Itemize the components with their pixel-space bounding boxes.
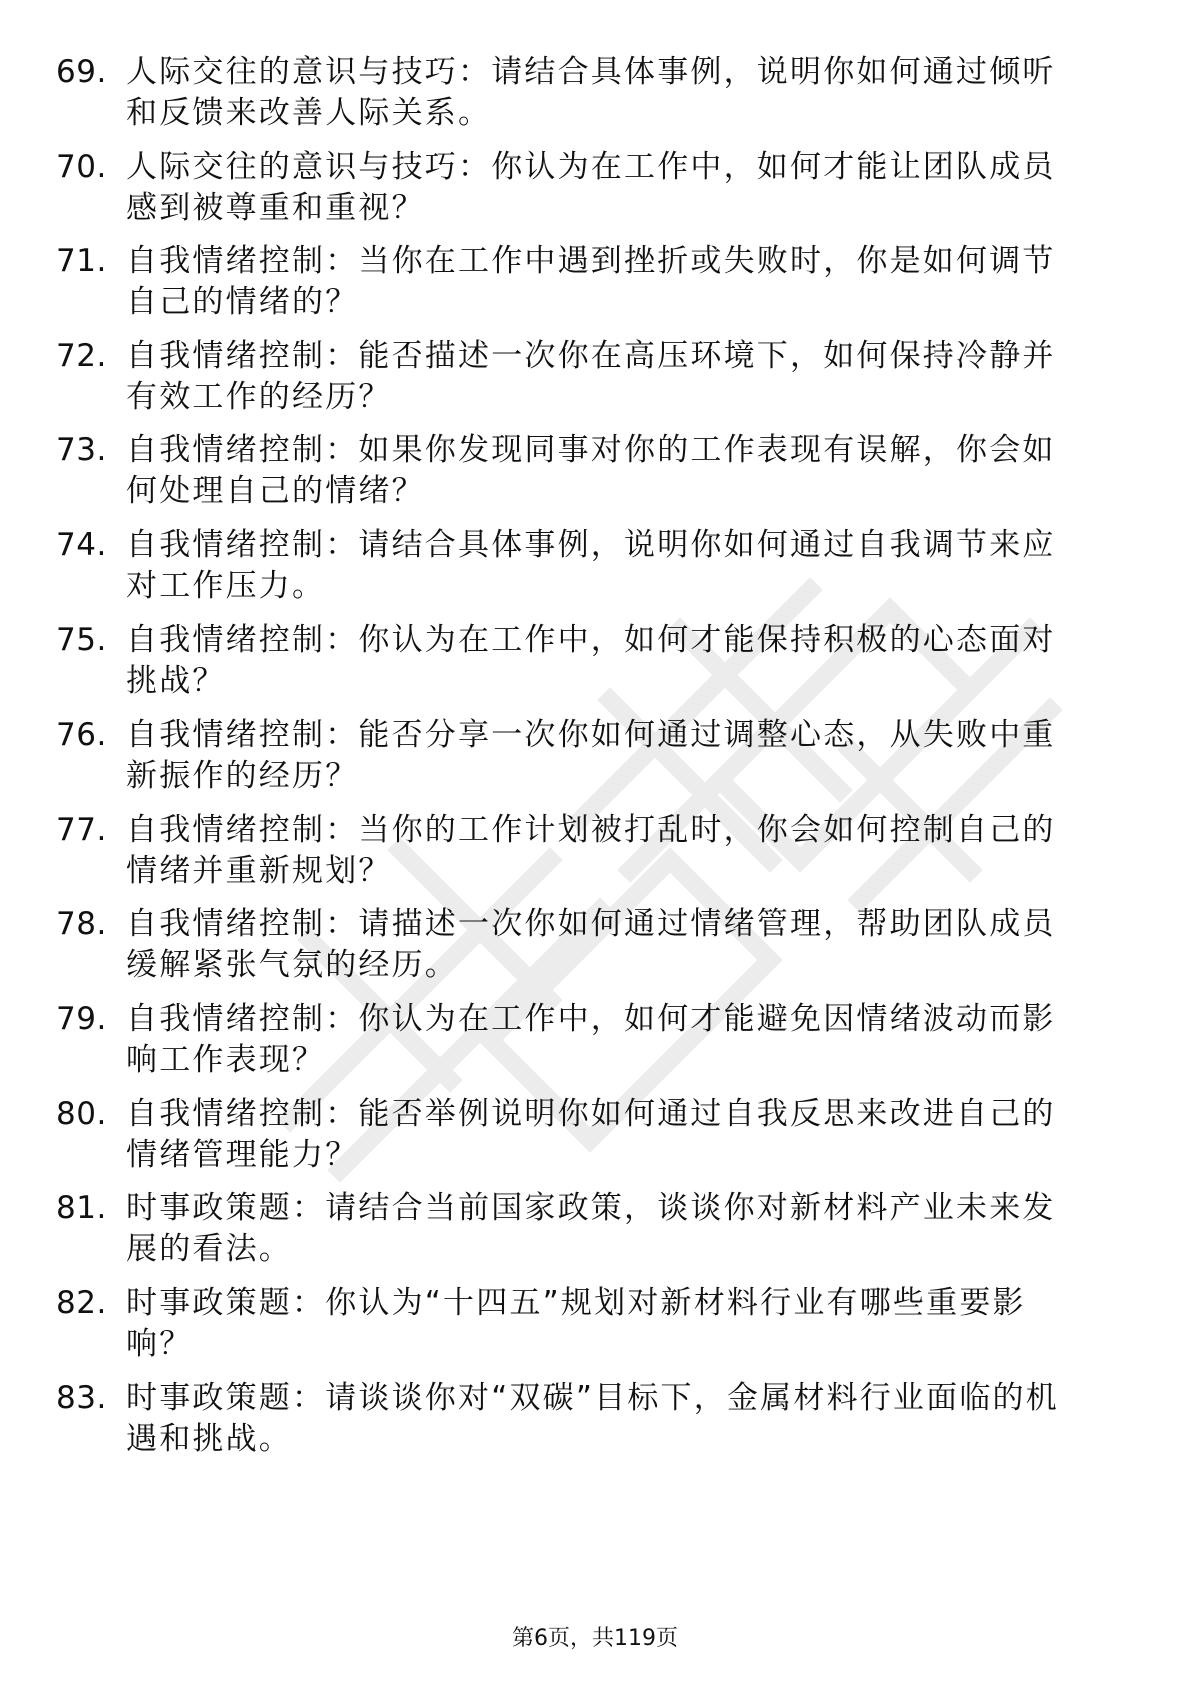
question-line: 新振作的经历？ [126,758,359,794]
question-line: 自我情绪控制：能否举例说明你如何通过自我反思来改进自己的 [126,1096,1056,1132]
question-text [126,1378,1112,1460]
question-text [126,715,1112,797]
question-line: 时事政策题：请谈谈你对“双碳”目标下，金属材料行业面临的机 [126,1380,1059,1416]
question-text [126,620,1112,702]
question-number: 71. [56,243,107,279]
question-line: 挑战？ [126,663,226,699]
question-text [126,1094,1112,1176]
question-text [126,525,1112,607]
question-number: 77. [56,812,107,848]
question-number: 70. [56,149,107,185]
question-number: 75. [56,622,107,658]
question-line: 感到被尊重和重视？ [126,190,425,226]
question-item [56,715,1116,805]
question-item [56,620,1116,710]
question-line: 响工作表现？ [126,1042,326,1078]
question-line: 自我情绪控制：你认为在工作中，如何才能避免因情绪波动而影 [126,1001,1056,1037]
question-line: 对工作压力。 [126,568,326,604]
question-number: 73. [56,432,107,468]
question-line: 遇和挑战。 [126,1421,292,1457]
question-item [56,525,1116,615]
question-line: 自我情绪控制：请结合具体事例，说明你如何通过自我调节来应 [126,527,1056,563]
question-number: 80. [56,1096,107,1132]
question-number: 82. [56,1285,107,1321]
question-text [126,52,1112,134]
question-line: 情绪管理能力？ [126,1137,359,1173]
question-item [56,1283,1116,1373]
question-item [56,904,1116,994]
question-item [56,52,1116,142]
question-text [126,147,1112,229]
question-text [126,904,1112,986]
question-item [56,241,1116,331]
question-line: 人际交往的意识与技巧：请结合具体事例，说明你如何通过倾听 [126,54,1056,90]
question-line: 展的看法。 [126,1231,292,1267]
question-line: 有效工作的经历？ [126,379,392,415]
question-text [126,336,1112,418]
question-number: 72. [56,338,107,374]
question-text [126,241,1112,323]
question-number: 81. [56,1190,107,1226]
question-number: 69. [56,54,107,90]
question-number: 79. [56,1001,107,1037]
question-line: 自我情绪控制：能否描述一次你在高压环境下，如何保持冷静并 [126,338,1056,374]
question-number: 76. [56,717,107,753]
question-line: 自我情绪控制：当你的工作计划被打乱时，你会如何控制自己的 [126,812,1056,848]
question-text [126,1188,1112,1270]
question-item [56,1378,1116,1468]
question-number: 83. [56,1380,107,1416]
question-text [126,430,1112,512]
question-line: 人际交往的意识与技巧：你认为在工作中，如何才能让团队成员 [126,149,1056,185]
question-line: 时事政策题：请结合当前国家政策，谈谈你对新材料产业未来发 [126,1190,1056,1226]
question-line: 自我情绪控制：请描述一次你如何通过情绪管理，帮助团队成员 [126,906,1056,942]
question-number: 78. [56,906,107,942]
question-item [56,810,1116,900]
question-line: 缓解紧张气氛的经历。 [126,947,458,983]
question-text [126,999,1112,1081]
question-item [56,430,1116,520]
question-line: 时事政策题：你认为“十四五”规划对新材料行业有哪些重要影 [126,1285,1026,1321]
question-text [126,1283,1112,1365]
question-line: 自我情绪控制：当你在工作中遇到挫折或失败时，你是如何调节 [126,243,1056,279]
question-text [126,810,1112,892]
question-item [56,336,1116,426]
question-item [56,1094,1116,1184]
question-line: 自己的情绪的？ [126,284,359,320]
question-item [56,147,1116,237]
question-line: 和反馈来改善人际关系。 [126,95,492,131]
page-footer: 第6页，共119页 [512,1626,678,1651]
question-number: 74. [56,527,107,563]
question-item [56,999,1116,1089]
question-line: 情绪并重新规划？ [126,853,392,889]
question-line: 自我情绪控制：能否分享一次你如何通过调整心态，从失败中重 [126,717,1056,753]
question-line: 自我情绪控制：你认为在工作中，如何才能保持积极的心态面对 [126,622,1056,658]
question-line: 响？ [126,1326,193,1362]
question-line: 自我情绪控制：如果你发现同事对你的工作表现有误解，你会如 [126,432,1056,468]
question-item [56,1188,1116,1278]
question-line: 何处理自己的情绪？ [126,473,425,509]
